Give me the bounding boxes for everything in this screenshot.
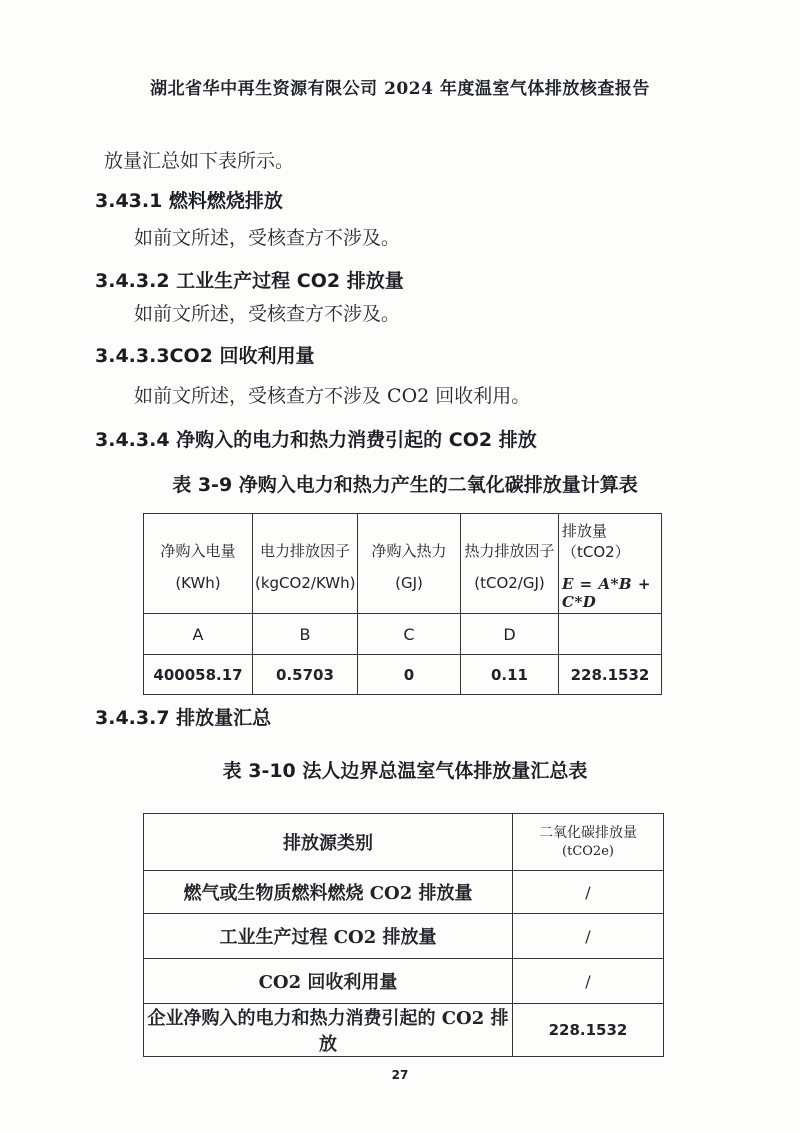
table-row-fuel-combustion: 燃气或生物质燃料燃烧 CO2 排放量 / xyxy=(144,871,664,914)
page-number: 27 xyxy=(391,1068,409,1082)
col-header-co2-emission-amount: 二氧化碳排放量 (tCO2e) xyxy=(513,814,664,871)
table-3-9-letter-row xyxy=(144,614,662,655)
section-heading-purchased-energy: 3.4.3.4 净购入的电力和热力消费引起的 CO2 排放 xyxy=(95,429,537,451)
value-heat-factor: 0.11 xyxy=(461,655,559,695)
section-paragraph-fuel-combustion: 如前文所述，受核查方不涉及。 xyxy=(134,227,401,249)
table-3-10 xyxy=(143,813,664,1057)
table-3-9-value-row xyxy=(144,655,662,695)
value-electricity-factor: 0.5703 xyxy=(253,655,358,695)
letter-cell-b: B xyxy=(253,614,358,655)
letter-cell-c: C xyxy=(358,614,461,655)
letter-cell-a: A xyxy=(144,614,253,655)
letter-cell-d: D xyxy=(461,614,559,655)
section-heading-emission-summary: 3.4.3.7 排放量汇总 xyxy=(95,707,272,729)
table-3-9-title: 表 3-9 净购入电力和热力产生的二氧化碳排放量计算表 xyxy=(172,474,638,496)
col-header-emission-source-category: 排放源类别 xyxy=(144,814,513,871)
report-header: 湖北省华中再生资源有限公司 2024 年度温室气体排放核查报告 xyxy=(150,79,650,99)
section-heading-co2-recovery: 3.4.3.3CO2 回收利用量 xyxy=(95,345,315,367)
value-net-heat: 0 xyxy=(358,655,461,695)
table-3-10-header-row xyxy=(144,814,664,871)
col-header-heat-factor: 热力排放因子 (tCO2/GJ) xyxy=(461,514,559,614)
table-3-10-title: 表 3-10 法人边界总温室气体排放量汇总表 xyxy=(222,760,588,782)
col-header-emission-amount: 排放量（tCO2） E = A*B + C*D xyxy=(559,514,662,614)
intro-paragraph: 放量汇总如下表所示。 xyxy=(104,150,295,172)
section-paragraph-co2-recovery: 如前文所述，受核查方不涉及 CO2 回收利用。 xyxy=(134,385,531,407)
table-row-co2-recovery: CO2 回收利用量 / xyxy=(144,959,664,1004)
value-emission-total: 228.1532 xyxy=(559,655,662,695)
table-row-industrial-process: 工业生产过程 CO2 排放量 / xyxy=(144,914,664,959)
col-header-net-electricity: 净购入电量 (KWh) xyxy=(144,514,253,614)
section-heading-fuel-combustion: 3.43.1 燃料燃烧排放 xyxy=(95,190,283,212)
table-row-purchased-energy: 企业净购入的电力和热力消费引起的 CO2 排放 228.1532 xyxy=(144,1004,664,1057)
section-heading-industrial-process: 3.4.3.2 工业生产过程 CO2 排放量 xyxy=(95,270,404,292)
emission-formula: E = A*B + C*D xyxy=(562,575,651,611)
col-header-net-heat: 净购入热力 (GJ) xyxy=(358,514,461,614)
value-net-electricity: 400058.17 xyxy=(144,655,253,695)
letter-cell-e xyxy=(559,614,662,655)
table-3-9 xyxy=(143,513,662,695)
section-paragraph-industrial-process: 如前文所述，受核查方不涉及。 xyxy=(134,303,401,325)
table-3-9-header-row xyxy=(144,514,662,614)
col-header-electricity-factor: 电力排放因子 (kgCO2/KWh) xyxy=(253,514,358,614)
